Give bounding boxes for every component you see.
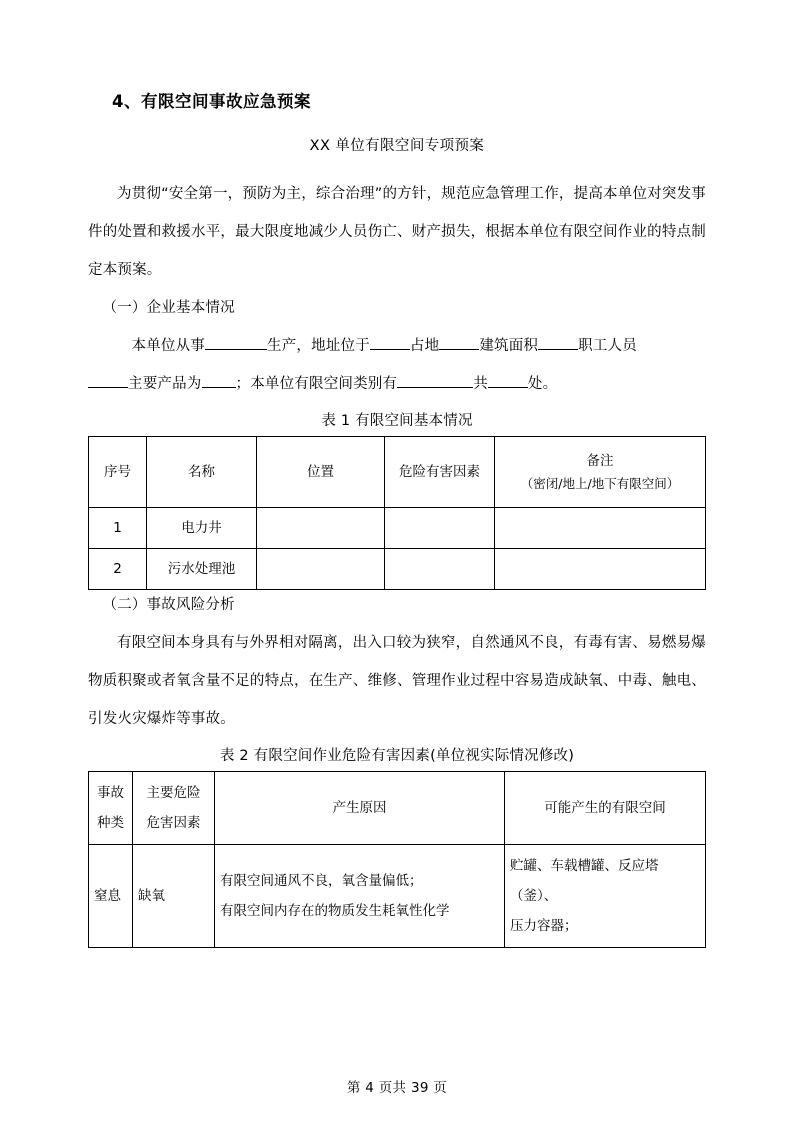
table-row <box>89 508 706 549</box>
basic-info-fill-line-2 <box>88 365 706 403</box>
table2-cell-space-l2: 压力容器； <box>510 918 578 934</box>
section-heading-basic-info: （一）企业基本情况 <box>102 300 235 316</box>
fill-label-2d: 处。 <box>527 376 558 392</box>
table2-cell-space <box>505 845 706 948</box>
fill-blank-3[interactable] <box>439 349 479 350</box>
page-title: 4、有限空间事故应急预案 <box>112 92 311 111</box>
fill-label-1b: 生产，地址位于 <box>267 338 370 354</box>
table2-cell-main-factor: 缺氧 <box>133 845 215 948</box>
intro-paragraph: 为贯彻“安全第一，预防为主，综合治理”的方针，规范应急管理工作，提高本单位对突发事件的处置和救援水平，最大限度地减少人员伤亡、财产损失，根据本单位有限空间作业的特点制定本预案。 <box>88 186 706 278</box>
table1-header-name: 名称 <box>147 437 257 508</box>
page-footer: 第 4 页共 39 页 <box>346 1080 448 1096</box>
fill-label-2a: 主要产品为 <box>128 376 202 392</box>
table2-cell-cause <box>215 845 505 948</box>
table1-cell-name: 污水处理池 <box>147 549 257 590</box>
table1-cell-name: 电力井 <box>147 508 257 549</box>
table-header-row <box>89 437 706 508</box>
table1-cell-hazard <box>385 549 495 590</box>
table1-header-hazard: 危险有害因素 <box>385 437 495 508</box>
table-header-row <box>89 772 706 845</box>
fill-blank-4[interactable] <box>538 349 578 350</box>
table2-header-main-factor-l1: 主要危险 <box>146 785 201 801</box>
fill-label-1e: 职工人员 <box>578 338 637 354</box>
fill-label-2b: ；本单位有限空间类别有 <box>235 376 398 392</box>
table1-cell-hazard <box>385 508 495 549</box>
table2-cell-cause-l2: 有限空间内存在的物质发生耗氧性化学 <box>220 903 450 919</box>
table2-header-accident-type-l2: 种类 <box>97 815 124 831</box>
table1-cell-note <box>495 508 706 549</box>
fill-blank-2[interactable] <box>370 349 410 350</box>
table2-header-main-factor <box>133 772 215 845</box>
table1-header-note-sub: （密闭/地上/地下有限空间） <box>520 476 680 491</box>
table1-cell-note <box>495 549 706 590</box>
table1-cell-location <box>257 508 385 549</box>
document-subtitle: XX 单位有限空间专项预案 <box>309 138 485 154</box>
table2-cell-cause-l1: 有限空间通风不良，氧含量偏低； <box>220 873 423 889</box>
table1-header-no: 序号 <box>89 437 147 508</box>
table2-cell-accident-type: 窒息 <box>89 845 133 948</box>
fill-blank-1[interactable] <box>205 349 267 350</box>
table2-cell-space-l1: 贮罐、车载槽罐、反应塔（釜）、 <box>510 858 659 904</box>
basic-info-fill-line-1 <box>88 327 706 365</box>
table1-cell-no: 2 <box>89 549 147 590</box>
fill-label-2c: 共 <box>473 376 488 392</box>
table2-header-space: 可能产生的有限空间 <box>505 772 706 845</box>
table1-header-note <box>495 437 706 508</box>
table1-cell-location <box>257 549 385 590</box>
table2-header-main-factor-l2: 危害因素 <box>146 815 201 831</box>
table2-header-accident-type-l1: 事故 <box>97 785 124 801</box>
table1-cell-no: 1 <box>89 508 147 549</box>
fill-blank-7[interactable] <box>397 387 473 388</box>
table1-header-location: 位置 <box>257 437 385 508</box>
fill-label-1a: 本单位从事 <box>131 338 205 354</box>
fill-blank-5[interactable] <box>88 387 128 388</box>
risk-analysis-paragraph: 有限空间本身具有与外界相对隔离，出入口较为狭窄，自然通风不良，有毒有害、易燃易爆物质积聚或者氧含量不足的特点，在生产、维修、管理作业过程中容易造成缺氧、中毒、触电、引发火灾爆炸等事故。 <box>88 635 706 727</box>
section-heading-risk-analysis: （二）事故风险分析 <box>102 597 235 613</box>
table1-header-note-main: 备注 <box>586 453 614 469</box>
table2-header-cause: 产生原因 <box>215 772 505 845</box>
table1-caption: 表 1 有限空间基本情况 <box>321 413 473 429</box>
fill-blank-6[interactable] <box>202 387 236 388</box>
fill-blank-8[interactable] <box>488 387 528 388</box>
fill-label-1c: 占地 <box>409 338 440 354</box>
table-hazard-factors <box>88 771 706 948</box>
table2-header-accident-type <box>89 772 133 845</box>
table2-caption: 表 2 有限空间作业危险有害因素(单位视实际情况修改) <box>219 748 575 764</box>
table-row <box>89 549 706 590</box>
fill-label-1d: 建筑面积 <box>479 338 539 354</box>
table-limited-space-basic <box>88 436 706 590</box>
table-row <box>89 845 706 948</box>
